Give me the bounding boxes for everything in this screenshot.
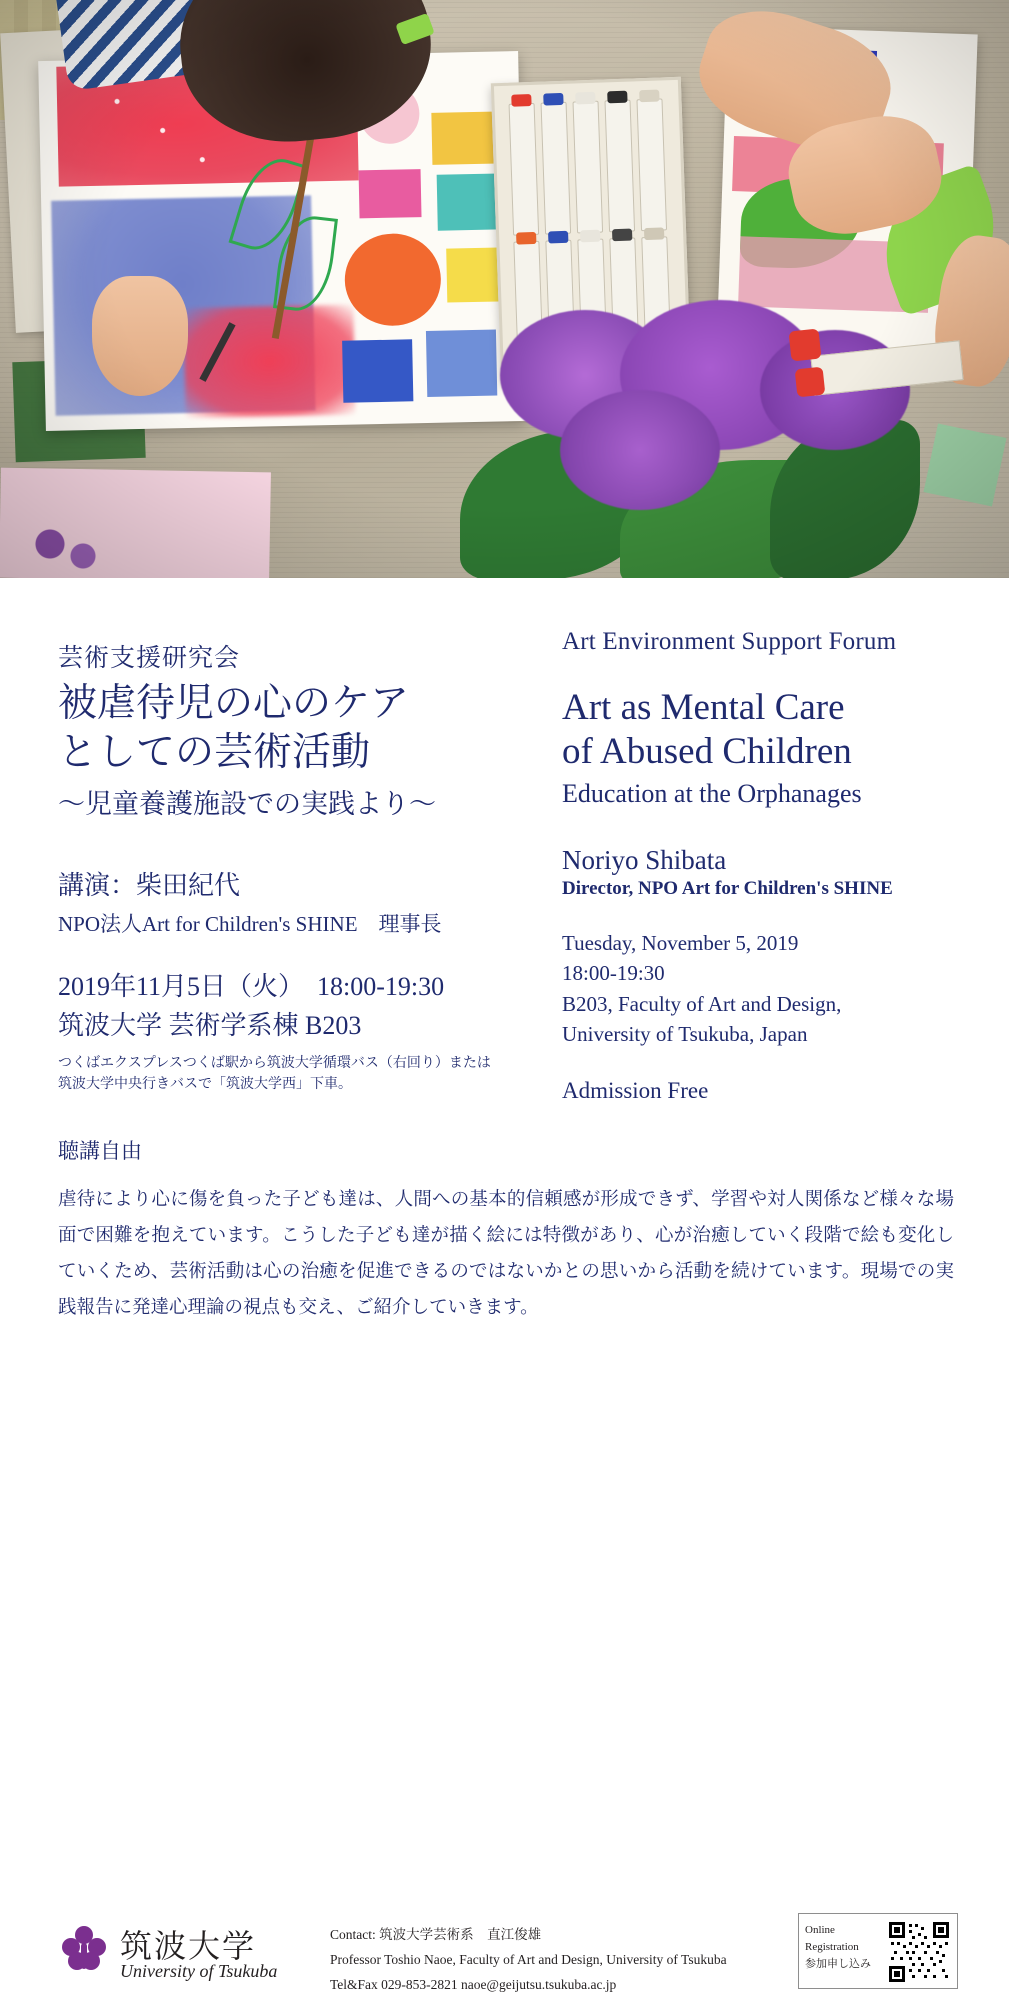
title-en-line1: Art as Mental Care — [562, 687, 845, 728]
date-en: Tuesday, November 5, 2019 — [562, 930, 799, 955]
subtitle-jp: 〜児童養護施設での実践より〜 — [58, 788, 436, 819]
speaker-jp: 講演：柴田紀代 — [58, 870, 241, 900]
photo-painting-square-blue — [342, 339, 413, 402]
contact-label: Contact: — [330, 1927, 376, 1942]
title-jp-line1: 被虐待児の心のケア — [58, 682, 410, 725]
photo-painting-square-teal — [437, 173, 500, 230]
photo-painting-square-magenta — [359, 169, 422, 218]
photo-green-sponge — [923, 423, 1006, 506]
photo-hydrangea-bouquet — [470, 300, 900, 578]
header-photograph — [0, 0, 1009, 578]
photo-hydrangea-cluster-4 — [560, 390, 720, 510]
poster-footer — [0, 1905, 1009, 2005]
japanese-column — [58, 638, 498, 1165]
photo-tube-cap-red-2 — [795, 367, 826, 398]
forum-label-en: Art Environment Support Forum — [562, 628, 897, 655]
contact-name-jp: 筑波大学芸術系 直江俊雄 — [379, 1927, 542, 1942]
title-jp-line2: としての芸術活動 — [58, 730, 371, 774]
series-label-jp: 芸術支援研究会 — [58, 645, 241, 672]
logo-text-en: University of Tsukuba — [120, 1961, 278, 1981]
university-logo — [58, 1917, 308, 1987]
contact-line-1 — [330, 1923, 760, 1948]
qr-code-icon[interactable] — [887, 1920, 951, 1984]
contact-block — [330, 1923, 760, 1998]
contact-line-3: Tel&Fax 029-853-2821 naoe@geijutsu.tsukuba.ac.jp — [330, 1976, 617, 1992]
photo-child-hand-left — [92, 276, 188, 396]
venue-en-line2: University of Tsukuba, Japan — [562, 1022, 808, 1047]
time-en: 18:00-19:30 — [562, 961, 665, 986]
qr-label-line-3: 参加申し込み — [805, 1958, 871, 1971]
venue-jp: 筑波大学 芸術学系棟 B203 — [58, 1011, 362, 1041]
admission-jp: 聴講自由 — [58, 1138, 142, 1163]
access-note-jp: つくばエクスプレスつくば駅から筑波大学循環バス（右回り）または筑波大学中央行きバスで「筑波大学西」下車。 — [58, 1055, 491, 1092]
abstract-text-jp: 虐待により心に傷を負った子ども達は、人間への基本的信頼感が形成できず、学習や対人関係など様々な場面で困難を抱えています。こうした子ども達が描く絵には特徴があり、心が治癒していく段階で絵も変化していくため、芸術活動は心の治癒を促進できるのではないかとの思いから活動を続けています。現場での実践報告に発達心理論の視点も交え、ご紹介していきます。 — [58, 1190, 954, 1319]
qr-label — [805, 1922, 877, 1973]
poster-body — [0, 578, 1009, 1992]
speaker-role-en: Director, NPO Art for Children's SHINE — [562, 877, 893, 899]
english-column — [562, 628, 982, 1104]
datetime-jp: 2019年11月5日（火） 18:00-19:30 — [58, 971, 445, 1001]
speaker-affiliation-jp: NPO法人Art for Children's SHINE 理事長 — [58, 911, 442, 936]
photo-painting-square-yellow — [431, 111, 498, 164]
qr-label-line-1: Online — [805, 1924, 835, 1936]
subtitle-en: Education at the Orphanages — [562, 778, 862, 808]
photo-flower-corner — [6, 520, 116, 578]
title-en-line2: of Abused Children — [562, 731, 852, 773]
photo-painting-circle-orange — [344, 233, 442, 327]
venue-en-line1: B203, Faculty of Art and Design, — [562, 991, 842, 1016]
qr-label-line-2: Registration — [805, 1941, 859, 1954]
logo-text-jp: 筑波大学 — [120, 1928, 257, 1964]
tsukuba-flower-mark-icon — [58, 1923, 110, 1975]
speaker-en: Noriyo Shibata — [562, 844, 727, 875]
online-registration-box[interactable] — [798, 1913, 958, 1989]
contact-line-2: Professor Toshio Naoe, Faculty of Art and Design, University of Tsukuba — [330, 1951, 727, 1967]
photo-tube-cap-red — [789, 329, 822, 362]
admission-en: Admission Free — [562, 1077, 709, 1103]
